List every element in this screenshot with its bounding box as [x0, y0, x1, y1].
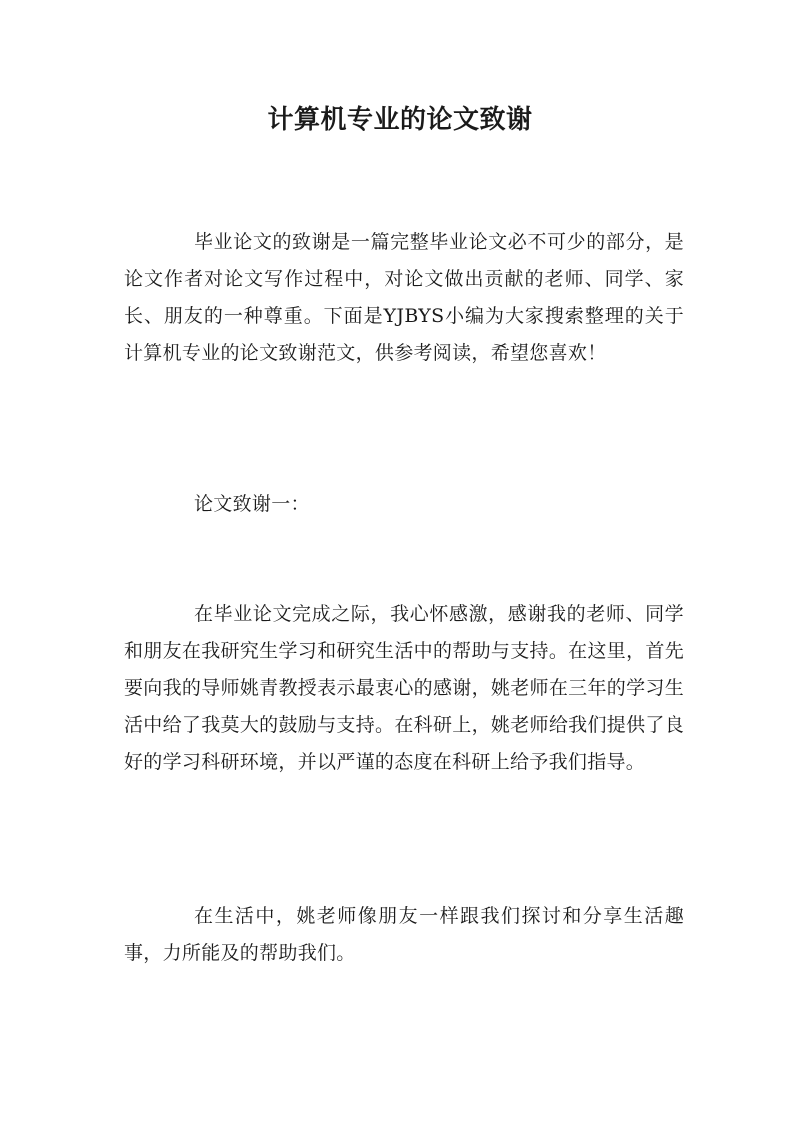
document-title: 计算机专业的论文致谢 — [267, 105, 533, 135]
intro-paragraph: 毕业论文的致谢是一篇完整毕业论文必不可少的部分，是论文作者对论文写作过程中，对论文做出贡献的老师、同学、家长、朋友的一种尊重。下面是YJBYS小编为大家搜索整理的关于计算机专业的论文致谢范文，供参考阅读，希望您喜欢！ — [124, 231, 684, 364]
section-heading: 论文致谢一： — [194, 493, 310, 515]
body-paragraph-2: 在生活中，姚老师像朋友一样跟我们探讨和分享生活趣事，力所能及的帮助我们。 — [124, 905, 684, 964]
body-paragraph-1: 在毕业论文完成之际，我心怀感激，感谢我的老师、同学和朋友在我研究生学习和研究生活中的帮助与支持。在这里，首先要向我的导师姚青教授表示最衷心的感谢，姚老师在三年的学习生活中给了我莫大的鼓励与支持。在科研上，姚老师给我们提供了良好的学习科研环境，并以严谨的态度在科研上给予我们指导。 — [124, 603, 684, 773]
